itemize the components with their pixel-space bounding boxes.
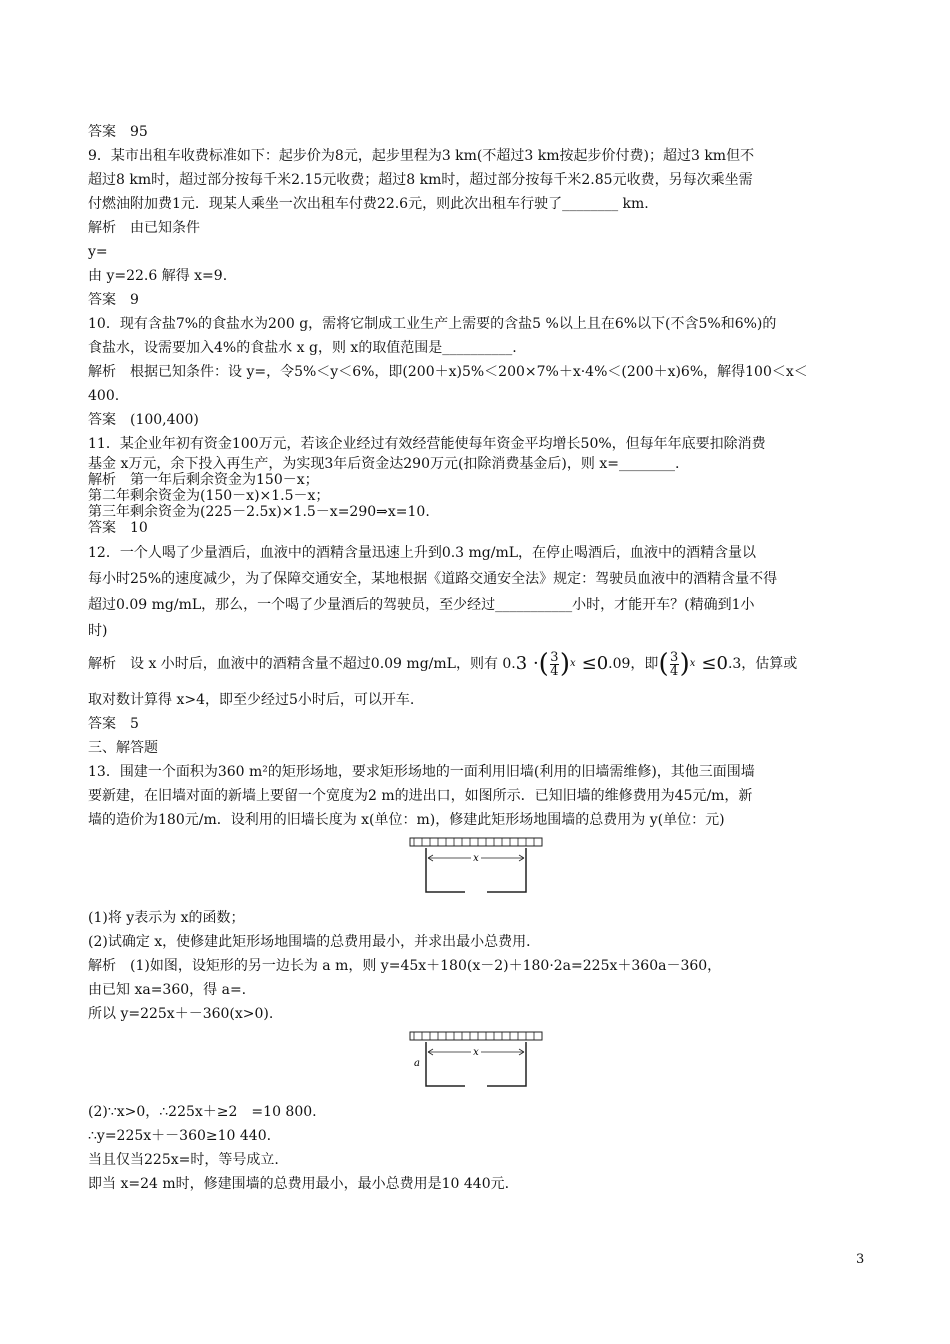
text-line: 答案 95 [88,124,148,140]
text-line: 第三年剩余资金为(225－2.5x)×1.5－x=290⇒x=10. [88,504,430,520]
text-line: 由已知 xa=360，得 a=. [88,982,247,998]
exponent: x [689,658,696,669]
math-inequality-line [88,644,878,684]
problem-13: 13．围建一个面积为360 m²的矩形场地，要求矩形场地的一面利用旧墙(利用的旧墙需维修)，其他三面围墙 [88,764,755,780]
right-paren: ) [559,649,570,679]
wall-diagram-1 [88,836,878,900]
text-line: (1)将 y表示为 x的函数； [88,910,245,926]
text-line: 答案 (100,400) [88,412,199,428]
text-line: 400. [88,388,120,404]
text-line: 每小时25%的速度减少，为了保障交通安全，某地根据《道路交通安全法》规定：驾驶员血液中的酒精含量不得 [88,571,778,587]
denominator: 4 [669,663,679,679]
text-line: 付燃油附加费1元．现某人乘坐一次出租车付费22.6元，则此次出租车行驶了________ km. [88,196,649,212]
numerator: 3 [669,649,679,665]
wall-figure [408,836,544,898]
text-line: 解析 由已知条件 [88,220,200,236]
text-line: y= [88,244,108,260]
problem-10: 10．现有含盐7%的食盐水为200 g，需将它制成工业生产上需要的含盐5 %以上且在6%以下(不含5%和6%)的 [88,316,777,332]
text-line: 解析 (1)如图，设矩形的另一边长为 a m，则 y=45x＋180(x－2)＋180·2a=225x＋360a－360， [88,958,722,974]
wall-diagram-2 [88,1030,878,1094]
text-line: 答案 10 [88,520,148,536]
problem-12: 12．一个人喝了少量酒后，血液中的酒精含量迅速上升到0.3 mg/mL，在停止喝酒后，血液中的酒精含量以 [88,545,757,561]
numerator: 3 [550,649,559,665]
text-line: 取对数计算得 x>4，即至少经过5小时后，可以开车. [88,692,415,708]
text-line: 第二年剩余资金为(150－x)×1.5－x； [88,488,330,504]
text-segment: 解析 设 x 小时后，血液中的酒精含量不超过0.09 mg/mL，则有 0. [88,656,516,672]
text-segment: ≤0 [581,653,609,674]
exponent: x [569,658,576,669]
text-segment: .3，估算或 [727,656,798,672]
problem-11: 11．某企业年初有资金100万元，若该企业经过有效经营能使每年资金平均增长50%，但每年年底要扣除消费 [88,436,766,452]
text-segment: .09，即 [608,656,659,672]
text-line: (2)试确定 x，使修建此矩形场地围墙的总费用最小，并求出最小总费用． [88,934,541,950]
wall-figure [408,1030,544,1092]
text-line: 答案 5 [88,716,139,732]
text-line: 答案 9 [88,292,139,308]
text-line: 由 y=22.6 解得 x=9. [88,268,228,284]
a-label: a [414,1058,420,1069]
text-line: 解析 根据已知条件：设 y=，令5%＜y＜6%，即(200＋x)5%＜200×7%＋x·4%＜(200＋x)6%，解得100＜x＜ [88,364,808,380]
text-line: (2)∵x>0，∴225x＋≥2 =10 800. [88,1104,317,1120]
x-label: x [473,853,479,864]
text-line: ∴y=225x＋－360≥10 440. [88,1128,272,1144]
text-line: 当且仅当225x=时，等号成立. [88,1152,279,1168]
text-line: 解析 第一年后剩余资金为150－x； [88,472,319,488]
x-label: x [473,1047,479,1058]
text-line: 超过8 km时，超过部分按每千米2.15元收费；超过8 km时，超过部分按每千米2.85元收费，另每次乘坐需 [88,172,753,188]
text-segment: ≤0 [701,653,728,674]
section-heading: 三、解答题 [88,740,158,756]
text-line: 时) [88,623,108,639]
left-paren: ( [658,649,669,679]
text-line: 基金 x万元，余下投入再生产，为实现3年后资金达290万元(扣除消费基金后)，则 x=________. [88,456,680,472]
text-line: 即当 x=24 m时，修建围墙的总费用最小，最小总费用是10 440元. [88,1176,510,1192]
denominator: 4 [550,663,559,679]
text-segment: 3 · [515,653,539,674]
fraction [670,651,679,678]
left-paren: ( [538,649,549,679]
problem-9: 9．某市出租车收费标准如下：起步价为8元，起步里程为3 km(不超过3 km按起步价付费)；超过3 km但不 [88,148,755,164]
document-page [88,120,878,1196]
text-line: 要新建，在旧墙对面的新墙上要留一个宽度为2 m的进出口，如图所示．已知旧墙的维修费用为45元/m，新 [88,788,753,804]
right-paren: ) [679,649,690,679]
text-line: 所以 y=225x＋－360(x>0). [88,1006,274,1022]
text-line: 超过0.09 mg/mL，那么，一个喝了少量酒后的驾驶员，至少经过___________小时，才能开车？(精确到1小 [88,597,755,613]
text-line: 食盐水，设需要加入4%的食盐水 x g，则 x的取值范围是__________. [88,340,517,356]
fraction [550,651,559,678]
text-line: 墙的造价为180元/m．设利用的旧墙长度为 x(单位：m)，修建此矩形场地围墙的总费用为 y(单位：元) [88,812,725,828]
page-number: 3 [856,1252,865,1267]
